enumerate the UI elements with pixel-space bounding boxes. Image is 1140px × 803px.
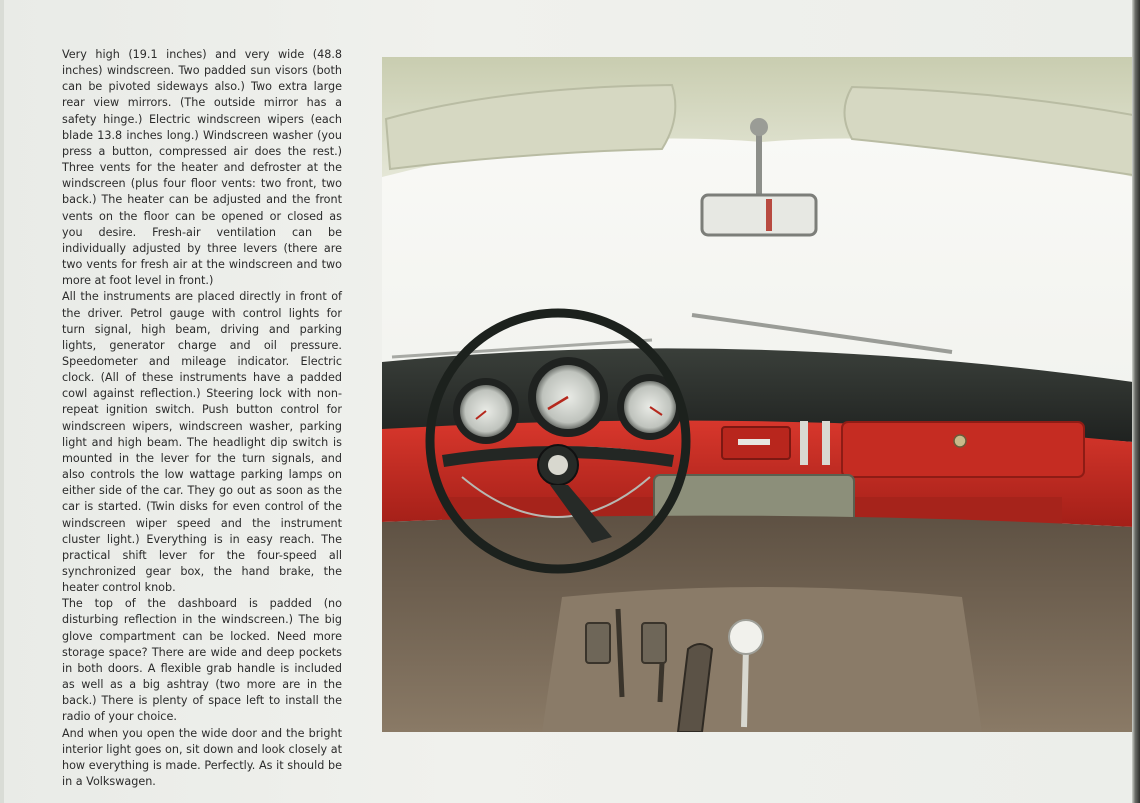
paragraph-dashboard: The top of the dashboard is padded (no disturbing reflection in the windscreen.) The big glove compartment can be locked. Need more storage space? There are wide and deep pockets in both doors. A flexible grab handle is included as well as a big ashtray (two more are in the back.) There is plenty of space left to install the radio of your choice. xyxy=(62,597,342,724)
clutch-pedal xyxy=(586,623,610,663)
dashboard-photo xyxy=(382,57,1133,732)
paragraph-closing: And when you open the wide door and the bright interior light goes on, sit down and look closely at how everything is made. Perfectly. As it should be in a Volkswagen. xyxy=(62,726,342,789)
rear-view-mirror xyxy=(702,195,816,235)
mirror-stem xyxy=(756,127,762,197)
page-right-edge xyxy=(1132,0,1140,803)
body-text-column xyxy=(62,47,342,790)
paragraph-windscreen: Very high (19.1 inches) and very wide (48.8 inches) windscreen. Two padded sun visors (both can be pivoted sideways also.) Two extra large rear view mirrors. (The outside mirror has a safety hinge.) Electric windscreen wipers (each blade 13.8 inches long.) Windscreen washer (you press a button, compressed air does the rest.) Three vents for the heater and defroster at the windscreen (plus four floor vents: two front, two back.) The heater can be adjusted and the front vents on the floor can be opened or closed as you desire. Fresh-air ventilation can be individually adjusted by three levers (there are two vents for fresh air at the windscreen and two more at foot level in front.) xyxy=(62,48,342,288)
paragraph-instruments: All the instruments are placed directly in front of the driver. Petrol gauge with control lights for turn signal, high beam, driving and parking lights, generator charge and oil pressure. Speedometer and mileage indicator. Electric clock. (All of these instruments have a padded cowl against reflection.) Steering lock with non-repeat ignition switch. Push button control for windscreen wipers, windscreen washer, parking light and high beam. The headlight dip switch is mounted in the lever for the turn signals, and also controls the low wattage parking lamps on either side of the car. They go out as soon as the car is started. (Twin disks for even control of the windscreen wiper speed and the instrument cluster light.) Everything is in easy reach. The practical shift lever for the four-speed all synchronized gear box, the hand brake, the heater control knob. xyxy=(62,290,342,595)
gear-shift-knob xyxy=(729,620,763,654)
page-left-edge xyxy=(0,0,4,803)
gear-shift-lever xyxy=(744,647,746,727)
glove-box xyxy=(842,422,1084,477)
brake-pedal xyxy=(642,623,666,663)
